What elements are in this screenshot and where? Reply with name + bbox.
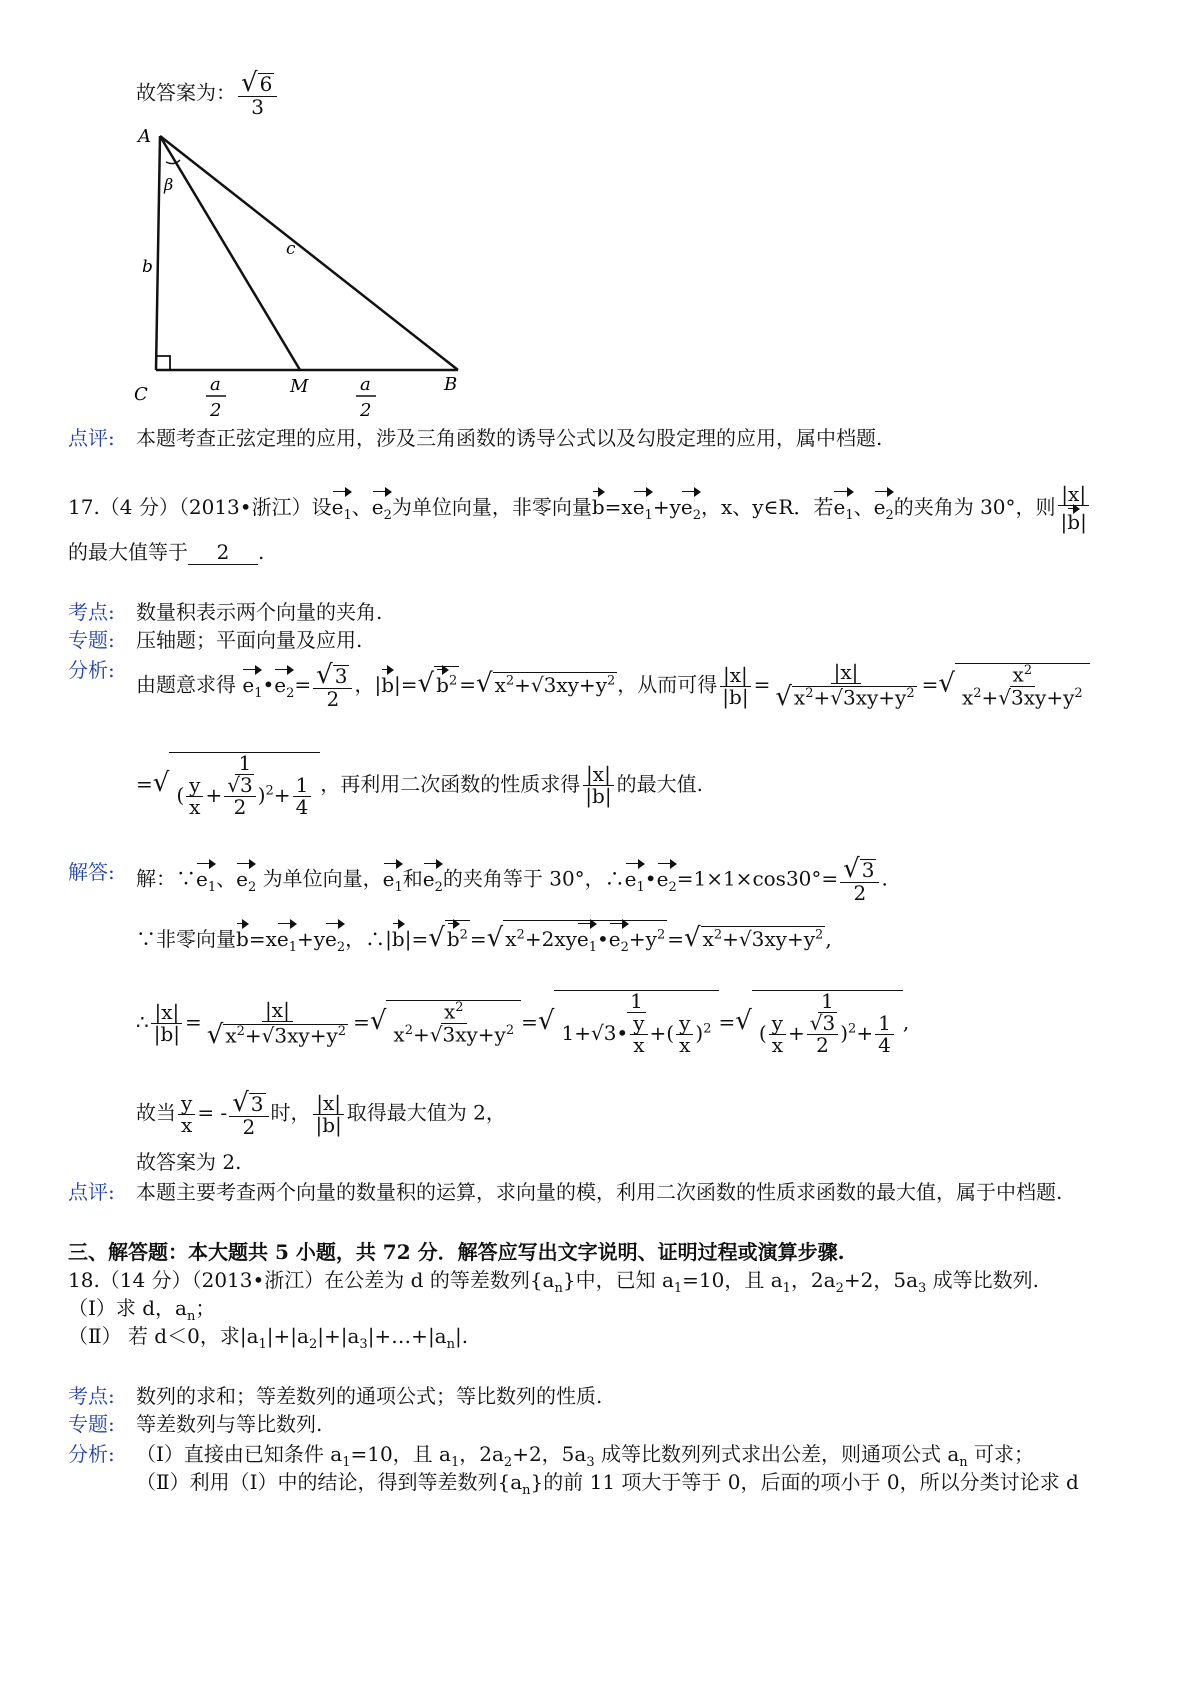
vector-e2: $e_2$: [681, 489, 701, 523]
q17-t5: ，x、y∈R．若: [701, 495, 834, 519]
jd-t4: 和: [402, 866, 423, 891]
jd-t1: 解：∵: [136, 866, 196, 891]
fenxi-t2: ，: [354, 672, 375, 697]
jd-t2: 、: [216, 866, 237, 891]
label-c: c: [286, 239, 296, 259]
label-b: b: [142, 257, 153, 277]
label-C: C: [134, 384, 148, 405]
comment-label-17: 点评:: [68, 1180, 115, 1204]
vector-e1: $e_1$: [332, 489, 352, 523]
jieda-17-line4: 故当 $\frac{y}{x}$ = - $\frac{√ 3}{2}$ 时， $\frac{|x|}{|b|}$ 取得最大值为 2，: [136, 1088, 506, 1139]
fenxi-t3: ，从而可得: [617, 672, 718, 697]
f18-t2: =10，且 a: [350, 1442, 451, 1466]
jd2-t2: ，∴: [345, 927, 386, 951]
q17-end: .: [258, 540, 265, 564]
q18-t1: 18.（14 分）（2013•浙江）在公差为 d 的等差数列{a: [68, 1268, 555, 1292]
comment-17: 本题主要考查两个向量的数量积的运算，求向量的模，利用二次函数的性质求函数的最大值，属于中档题.: [136, 1180, 1063, 1204]
label-B: B: [444, 374, 458, 395]
f18-t6: 可求；: [973, 1442, 1034, 1466]
f18-t4: +2，5a: [512, 1442, 587, 1466]
jieda-17-line1: 解：$\because e_1$、$e_2$ 为单位向量，$e_1$和$e_2$的夹角等于 30°，$\therefore e_1•e_2=1\times 1\times\cos 30^\circ=$ $\frac{√ 3}{2}$ .: [136, 854, 888, 905]
vector-e2: $e_2$: [372, 489, 392, 523]
question-18-part1: （Ⅰ）求 d，$a_n$；: [68, 1296, 216, 1324]
kaodian-18: 数列的求和；等差数列的通项公式；等比数列的性质.: [136, 1384, 603, 1408]
jieda-label-17: 解答:: [68, 860, 115, 884]
answer-blank: 2: [188, 540, 258, 565]
ratio-x-b: $\frac{|x|}{|b|}$: [1058, 484, 1090, 533]
jd2-t1: ∵非零向量: [136, 927, 236, 951]
q17-t7: 的夹角为 30°，则: [893, 495, 1056, 519]
vector-e2: $e_2$: [874, 489, 894, 523]
q17-t6: 、: [853, 495, 874, 519]
q17-t2: 为单位向量，非零向量: [391, 495, 592, 519]
triangle-figure: [128, 120, 488, 420]
jd-t6: =1×1×cos30°=: [676, 866, 839, 891]
q18-t6: 成等比数列.: [932, 1268, 1040, 1292]
fenxi-label-17: 分析:: [68, 658, 115, 682]
zhuanti-label-18: 专题:: [68, 1412, 115, 1436]
jd-t5: 的夹角等于 30°，∴: [442, 866, 625, 891]
q17-t1: 、: [351, 495, 372, 519]
q18-ii-end: |.: [454, 1324, 469, 1348]
jd4-t4: 取得最大值为 2，: [346, 1100, 506, 1125]
label-M: M: [290, 376, 309, 397]
f18-t5: 成等比数列列式求出公差，则通项公式 a: [600, 1442, 960, 1466]
q17-prefix: 17.（4 分）（2013•浙江）设: [68, 495, 332, 519]
label-a-right: a: [360, 374, 371, 395]
jieda-17-line3: ∴ $\frac{|x|}{|b|}$ = $\frac{|x|}{√ x^2+√3xy+y^2}$ =√ $\frac{x^2}{x^2+√3xy+y^2}$ =√ 1 1+√3• $\frac{y}{x}$ +( $\frac{y}{x}$ )$^2$ =√ 1 ( $\frac{y}{x}$ + $\frac{√3}{2}$ )$^2$+ $\frac{1}{4}$ ,: [136, 989, 910, 1057]
q18-ii: （Ⅱ） 若 d＜0，求|a: [68, 1324, 259, 1348]
fenxi-17-line1: 由题意求得 $e_1•e_2=$ $\frac{√ 3}{2}$ ，|b|=√ $b^2$ =√ $x^2+√3xy+y^2$ ，从而可得 $\frac{|x|}{|b|}$ = $\frac{|x|}{√ x^2+√3xy+y^2}$ =√ $\frac{x^2}{x^2+√3xy+y^2}$: [136, 662, 1090, 710]
label-2-left: 2: [210, 400, 222, 420]
fenxi-t4: ，再利用二次函数的性质求得: [320, 772, 581, 796]
f18-t8: }的前 11 项大于等于 0，后面的项小于 0，所以分类讨论求 d: [530, 1470, 1079, 1494]
answer-num: 6: [259, 72, 273, 96]
fenxi-t5: 的最大值.: [616, 772, 703, 796]
question-18-line1: 18.（14 分）（2013•浙江）在公差为 d 的等差数列$\{a_n\}$中，已知 $a_1=10$，且 $a_1$，$2a_2+2$，$5a_3$ 成等比数列.: [68, 1268, 1040, 1296]
q18-i: （Ⅰ）求 d，a: [68, 1296, 187, 1320]
fenxi-17-line2: =√ 1 ( $\frac{y}{x}$ + $\frac{√3}{2}$ )$^2$+ $\frac{1}{4}$ ，再利用二次函数的性质求得 $\frac{|x|}{|b|}$ 的最大值.: [136, 751, 703, 819]
fenxi-18-line2: （Ⅱ）利用（Ⅰ）中的结论，得到等差数列$\{a_n\}$的前 11 项大于等于 0，后面的项小于 0，所以分类讨论求 d: [136, 1470, 1079, 1498]
label-A: A: [138, 126, 151, 147]
comment-label-16: 点评:: [68, 426, 115, 450]
label-beta: β: [164, 175, 174, 194]
q17-t3: =x: [604, 495, 633, 519]
kaodian-label-18: 考点:: [68, 1384, 115, 1408]
jd4-t3: 时，: [270, 1100, 311, 1125]
zhuanti-17: 压轴题；平面向量及应用.: [136, 628, 363, 652]
fenxi-label-18: 分析:: [68, 1442, 115, 1466]
question-17-line2: [68, 536, 264, 565]
q18-t3: =10，且 a: [682, 1268, 783, 1292]
f18-t3: ，2a: [459, 1442, 504, 1466]
answer-line-16: [136, 70, 279, 118]
question-17-line1: [68, 484, 1092, 533]
section-3-heading: 三、解答题：本大题共 5 小题，共 72 分．解答应写出文字说明、证明过程或演算步骤.: [68, 1240, 845, 1264]
vector-e1: $e_1$: [633, 489, 653, 523]
label-2-right: 2: [360, 400, 372, 420]
jd-t3: 为单位向量，: [256, 866, 383, 891]
jd4-t2: = -: [197, 1100, 228, 1125]
answer-den: 3: [251, 95, 265, 119]
jd4-t1: 故当: [136, 1100, 176, 1125]
q18-i-end: ；: [195, 1296, 216, 1320]
q18-t5: +2，5a: [843, 1268, 919, 1292]
fenxi-18-line1: （Ⅰ）直接由已知条件 $a_1=10$，且 $a_1$，$2a_2+2$，$5a_3$ 成等比数列列式求出公差，则通项公式 $a_n$ 可求；: [136, 1442, 1034, 1470]
vector-e1: $e_1$: [833, 489, 853, 523]
q18-t2: }中，已知 a: [562, 1268, 674, 1292]
label-a-left: a: [210, 374, 221, 395]
kaodian-label-17: 考点:: [68, 600, 115, 624]
comment-16: 本题考查正弦定理的应用，涉及三角函数的诱导公式以及勾股定理的应用，属中档题.: [136, 426, 883, 450]
zhuanti-18: 等差数列与等比数列.: [136, 1412, 323, 1436]
answer-fraction: $\frac{√ 6}{3}$: [238, 70, 277, 118]
answer-prefix: 故答案为：: [136, 80, 236, 105]
f18-t1: （Ⅰ）直接由已知条件 a: [136, 1442, 343, 1466]
jieda-17-line2: ∵非零向量$b=xe_1+ye_2$，∴|b|=√ $b^2$ =√ $x^2+2xye_1•e_2+y^2$ =√ $x^2+√3xy+y^2$ ,: [136, 920, 832, 955]
q17-line2: 的最大值等于: [68, 540, 188, 564]
jd3-t1: ∴: [136, 1010, 149, 1034]
f18-t7: （Ⅱ）利用（Ⅰ）中的结论，得到等差数列{a: [136, 1470, 523, 1494]
vector-b: b: [592, 489, 605, 519]
kaodian-17: 数量积表示两个向量的夹角.: [136, 600, 383, 624]
zhuanti-label-17: 专题:: [68, 628, 115, 652]
q17-t4: +y: [652, 495, 681, 519]
jd-t7: .: [881, 866, 888, 891]
q18-t4: ，2a: [790, 1268, 836, 1292]
question-18-part2: （Ⅱ） 若 d＜0，求$|a_1|+|a_2|+|a_3|+\dots+|a_n|$.: [68, 1324, 469, 1352]
jieda-17-line5: 故答案为 2.: [136, 1150, 242, 1174]
fenxi-t1: 由题意求得: [136, 672, 236, 697]
